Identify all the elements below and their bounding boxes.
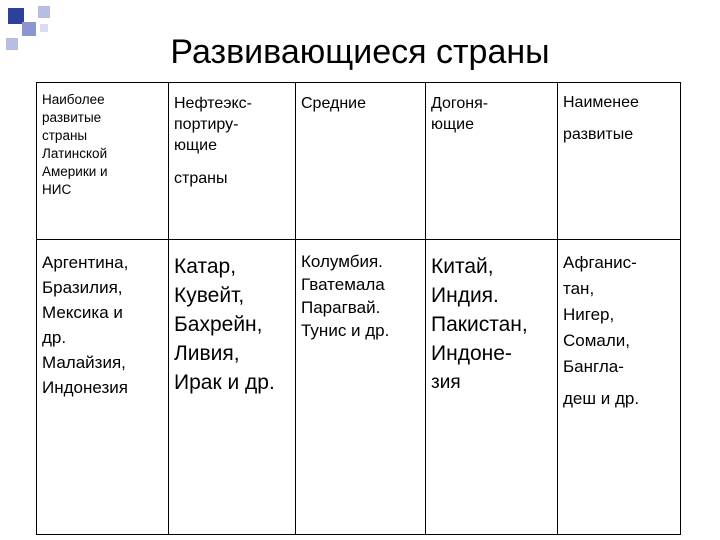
header-line: страны: [174, 170, 228, 187]
header-line: Латинской: [42, 146, 108, 161]
header-line: развитые: [563, 126, 634, 143]
country-line: Катар,: [174, 255, 237, 278]
country-line: Бахрейн,: [174, 313, 263, 336]
country-line: Аргентина,: [42, 253, 129, 272]
country-line: Индия.: [431, 284, 499, 307]
country-line: Малайзия,: [42, 353, 126, 372]
country-line: Бангла-: [563, 357, 624, 376]
header-cell: [558, 83, 681, 240]
table-row: [37, 240, 681, 535]
header-line: Догоня-: [431, 95, 489, 112]
country-line: Колумбия.: [301, 252, 383, 271]
decor-square: [38, 6, 50, 18]
header-line: ющие: [431, 116, 474, 133]
country-line: зия: [431, 372, 461, 393]
country-line: Парагвай.: [301, 298, 381, 317]
table-cell: [37, 240, 169, 535]
country-line: Пакистан,: [431, 313, 528, 336]
header-line: развитые: [42, 110, 102, 125]
country-line: Бразилия,: [42, 278, 123, 297]
header-line: Наиболее: [42, 92, 105, 107]
country-line: Китай,: [431, 255, 494, 278]
header-cell: [169, 83, 296, 240]
country-line: Нигер,: [563, 305, 615, 324]
country-line: Сомали,: [563, 331, 631, 350]
country-line: др.: [42, 328, 67, 347]
header-line: страны: [42, 128, 88, 143]
header-line: Нефтеэкс-: [174, 95, 252, 112]
country-line: Гватемала: [301, 275, 385, 294]
country-line: Тунис и др.: [301, 321, 390, 340]
header-line: ющие: [174, 137, 217, 154]
header-line: Наименее: [563, 94, 639, 111]
header-cell: [426, 83, 558, 240]
header-cell: [296, 83, 426, 240]
country-line: деш и др.: [563, 389, 640, 408]
country-line: Кувейт,: [174, 284, 245, 307]
header-line: Америки и: [42, 164, 108, 179]
country-line: Ирак и др.: [174, 371, 275, 394]
slide-title: Развивающиеся страны: [170, 33, 550, 71]
header-line: НИС: [42, 182, 72, 197]
country-line: Индоне-: [431, 342, 512, 365]
table-cell: [169, 240, 296, 535]
header-cell: [37, 83, 169, 240]
table-header-row: [37, 83, 681, 240]
country-line: Индонезия: [42, 378, 128, 397]
country-line: Мексика и: [42, 303, 123, 322]
header-line: портиру-: [174, 116, 239, 133]
countries-table: [36, 82, 681, 535]
country-line: Ливия,: [174, 342, 240, 365]
table-cell: [296, 240, 426, 535]
table-cell: [558, 240, 681, 535]
header-line: Средние: [301, 95, 367, 112]
country-line: тан,: [563, 279, 595, 298]
country-line: Афганис-: [563, 253, 637, 272]
table-cell: [426, 240, 558, 535]
